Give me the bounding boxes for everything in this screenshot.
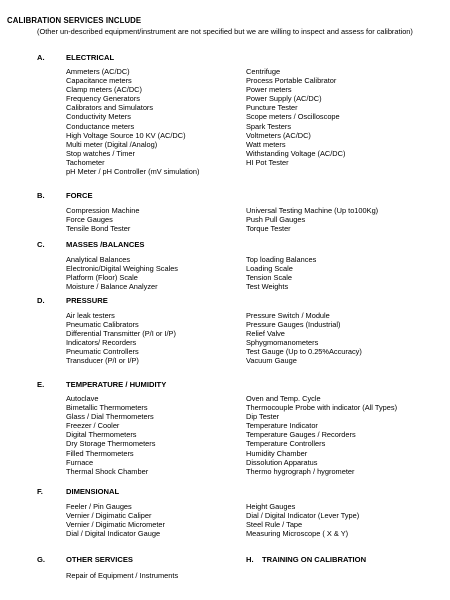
- list-item: Thermal Shock Chamber: [66, 466, 149, 476]
- list-item: Force Gauges: [66, 215, 113, 225]
- list-item: Dissolution Apparatus: [246, 457, 318, 467]
- list-item: Measuring Microscope ( X & Y): [246, 529, 349, 539]
- list-item: Platform (Floor) Scale: [66, 273, 138, 283]
- list-item: Withstanding Voltage (AC/DC): [246, 148, 346, 158]
- list-item: Centrifuge: [246, 67, 281, 76]
- section-d-right-column: [246, 311, 362, 366]
- section-h-title: TRAINING ON CALIBRATION: [262, 555, 367, 564]
- list-item: Temperature Controllers: [246, 439, 326, 449]
- section-e-letter: E.: [37, 380, 45, 389]
- section-b-right-column: [246, 206, 378, 233]
- list-item: Scope meters / Oscilloscope: [246, 112, 340, 122]
- list-item: Height Gauges: [246, 502, 296, 511]
- section-d-left-column: [66, 311, 176, 366]
- list-item: Universal Testing Machine (Up to100Kg): [246, 206, 379, 215]
- list-item: Conductance meters: [66, 121, 135, 131]
- list-item: Dial / Digital Indicator (Lever Type): [246, 511, 360, 521]
- section-g-left-column: [66, 571, 178, 580]
- list-item: Vernier / Digimatic Caliper: [66, 511, 152, 521]
- section-b-left-column: [66, 206, 140, 233]
- list-item: Capacitance meters: [66, 76, 132, 86]
- section-a-letter: A.: [37, 53, 45, 62]
- section-a-left-column: [66, 67, 199, 176]
- list-item: Pressure Gauges (Industrial): [246, 320, 341, 330]
- list-item: Furnace: [66, 457, 94, 467]
- list-item: Relief Valve: [246, 329, 285, 339]
- list-item: Pneumatic Calibrators: [66, 320, 139, 330]
- list-item: Dry Storage Thermometers: [66, 439, 156, 449]
- list-item: Puncture Tester: [246, 103, 298, 113]
- list-item: Pressure Switch / Module: [246, 311, 330, 320]
- list-item: HI Pot Tester: [246, 157, 289, 167]
- list-item: Freezer / Cooler: [66, 421, 120, 431]
- list-item: Transducer (P/I or I/P): [66, 356, 139, 366]
- intro-note: (Other un-described equipment/instrument are not specified but we are willing to inspect and assess for calibration): [37, 27, 413, 36]
- section-g-letter: G.: [37, 555, 46, 564]
- list-item: Tachometer: [66, 157, 105, 167]
- list-item: Humidity Chamber: [246, 448, 308, 458]
- list-item: Compression Machine: [66, 206, 140, 215]
- section-b-letter: B.: [37, 191, 45, 200]
- list-item: Dial / Digital Indicator Gauge: [66, 529, 161, 539]
- section-e-right-column: [246, 394, 397, 476]
- section-e-left-column: [66, 394, 155, 476]
- section-c-letter: C.: [37, 240, 45, 249]
- list-item: pH Meter / pH Controller (mV simulation): [66, 167, 200, 177]
- list-item: Analytical Balances: [66, 255, 131, 264]
- section-f-letter: F.: [37, 487, 43, 496]
- list-item: Steel Rule / Tape: [246, 520, 303, 530]
- list-item: Feeler / Pin Gauges: [66, 502, 132, 511]
- list-item: Electronic/Digital Weighing Scales: [66, 264, 179, 274]
- section-f-left-column: [66, 502, 165, 538]
- list-item: Calibrators and Simulators: [66, 103, 154, 113]
- list-item: Autoclave: [66, 394, 99, 403]
- list-item: Spark Testers: [246, 121, 292, 131]
- list-item: Filled Thermometers: [66, 448, 134, 458]
- list-item: Thermocouple Probe with indicator (All Types): [246, 403, 398, 413]
- list-item: Vacuum Gauge: [246, 356, 297, 366]
- list-item: Power Supply (AC/DC): [246, 94, 322, 104]
- list-item: Temperature Gauges / Recorders: [246, 430, 356, 440]
- list-item: Frequency Generators: [66, 94, 140, 104]
- list-item: Digital Thermometers: [66, 430, 137, 440]
- section-d-letter: D.: [37, 296, 45, 305]
- section-c-left-column: [66, 255, 178, 291]
- list-item: Process Portable Calibrator: [246, 76, 337, 86]
- list-item: Torque Tester: [246, 224, 291, 234]
- list-item: Differential Transmitter (P/I or I/P): [66, 329, 176, 339]
- list-item: Clamp meters (AC/DC): [66, 85, 142, 95]
- list-item: Multi meter (Digital /Analog): [66, 139, 158, 149]
- list-item: Bimetallic Thermometers: [66, 403, 148, 413]
- list-item: Conductivity Meters: [66, 112, 131, 122]
- list-item: Ammeters (AC/DC): [66, 67, 130, 76]
- section-c-title: MASSES /BALANCES: [66, 240, 145, 249]
- list-item: Temperature Indicator: [246, 421, 318, 431]
- section-b-title: FORCE: [66, 191, 93, 200]
- section-e-title: TEMPERATURE / HUMIDITY: [66, 380, 167, 389]
- list-item: Tension Scale: [246, 273, 293, 283]
- list-item: Glass / Dial Thermometers: [66, 412, 154, 422]
- list-item: Dip Tester: [246, 412, 280, 422]
- list-item: Test Weights: [246, 282, 289, 292]
- list-item: Power meters: [246, 85, 292, 95]
- list-item: Pneumatic Controllers: [66, 347, 139, 357]
- list-item: Loading Scale: [246, 264, 293, 274]
- list-item: Oven and Temp. Cycle: [246, 394, 321, 403]
- section-f-title: DIMENSIONAL: [66, 487, 120, 496]
- section-h-letter: H.: [246, 555, 254, 564]
- section-d-title: PRESSURE: [66, 296, 108, 305]
- list-item: Tensile Bond Tester: [66, 224, 131, 234]
- list-item: Air leak testers: [66, 311, 115, 320]
- section-a-right-column: [246, 67, 345, 167]
- section-f-right-column: [246, 502, 359, 538]
- list-item: Vernier / Digimatic Micrometer: [66, 520, 165, 530]
- list-item: Moisture / Balance Analyzer: [66, 282, 158, 292]
- section-g-title: OTHER SERVICES: [66, 555, 133, 564]
- list-item: Stop watches / Timer: [66, 148, 136, 158]
- list-item: Voltmeters (AC/DC): [246, 130, 311, 140]
- list-item: Repair of Equipment / Instruments: [66, 571, 179, 580]
- list-item: Push Pull Gauges: [246, 215, 306, 225]
- section-a-title: ELECTRICAL: [66, 53, 115, 62]
- list-item: High Voltage Source 10 KV (AC/DC): [66, 130, 186, 140]
- list-item: Sphygmomanometers: [246, 338, 319, 348]
- list-item: Watt meters: [246, 139, 286, 149]
- section-c-right-column: [246, 255, 316, 291]
- list-item: Indicators/ Recorders: [66, 338, 137, 348]
- list-item: Top loading Balances: [246, 255, 317, 264]
- list-item: Thermo hygrograph / hygrometer: [246, 466, 355, 476]
- document-title: CALIBRATION SERVICES INCLUDE: [7, 16, 142, 25]
- list-item: Test Gauge (Up to 0.25%Accuracy): [246, 347, 362, 357]
